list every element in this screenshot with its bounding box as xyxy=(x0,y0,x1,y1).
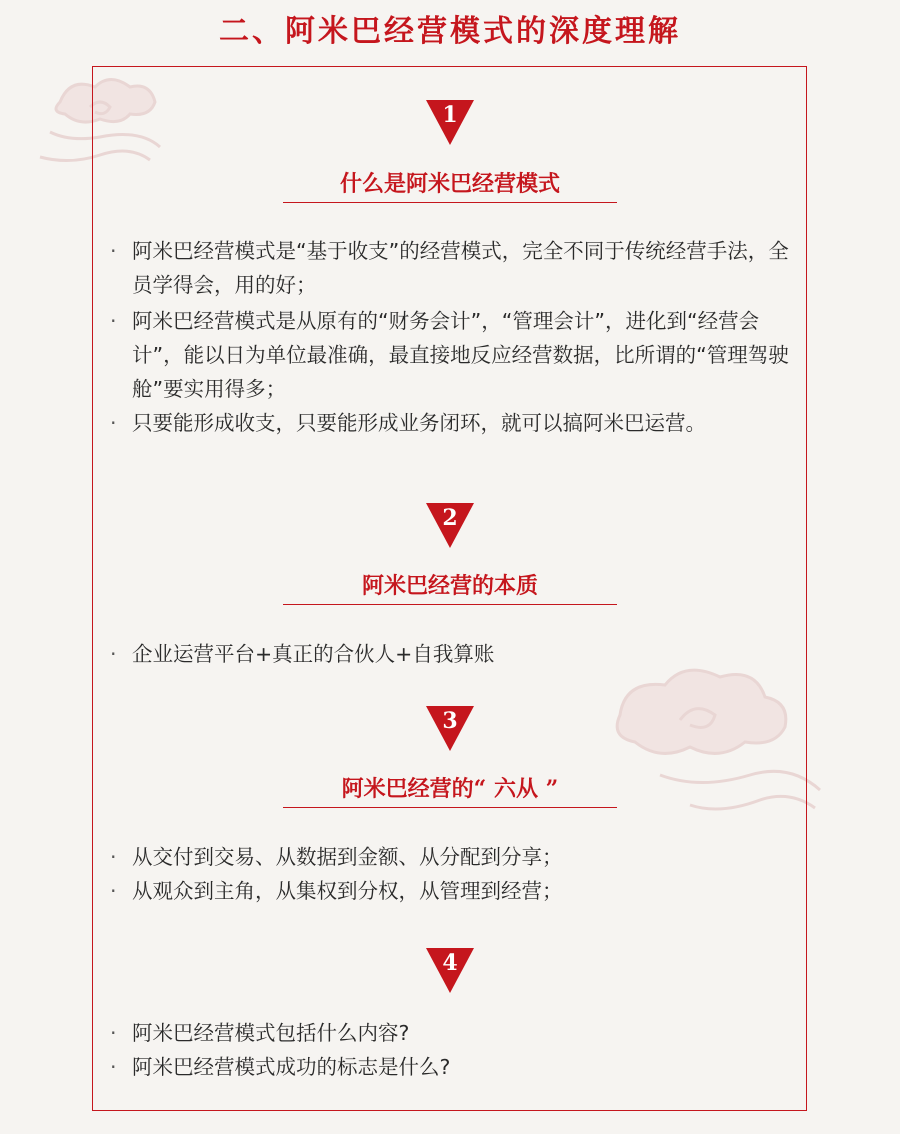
section-number: 3 xyxy=(442,708,458,734)
section-number: 2 xyxy=(442,505,458,531)
bullet-icon: · xyxy=(110,411,117,435)
section-3-marker xyxy=(0,706,900,756)
section-number: 1 xyxy=(442,102,458,128)
bullet-icon: · xyxy=(110,309,117,333)
section-number: 4 xyxy=(442,950,458,976)
list-item: · 只要能形成收支，只要能形成业务闭环，就可以搞阿米巴运营。 xyxy=(110,406,800,440)
bullet-icon: · xyxy=(110,879,117,903)
bullet-icon: · xyxy=(110,1055,117,1079)
bullet-icon: · xyxy=(110,1021,117,1045)
bullet-icon: · xyxy=(110,239,117,263)
list-item: · 阿米巴经营模式成功的标志是什么? xyxy=(110,1050,800,1084)
list-item: · 阿米巴经营模式包括什么内容? xyxy=(110,1016,800,1050)
section-1-title: 什么是阿米巴经营模式 xyxy=(283,166,617,203)
section-2-title: 阿米巴经营的本质 xyxy=(283,568,617,605)
bullet-icon: · xyxy=(110,642,117,666)
page-title: 二、阿米巴经营模式的深度理解 xyxy=(219,14,681,49)
section-2-marker xyxy=(0,503,900,553)
section-1-marker xyxy=(0,100,900,150)
list-item: · 阿米巴经营模式是“基于收支”的经营模式，完全不同于传统经营手法，全员学得会，用的好； xyxy=(110,234,800,302)
section-4-marker xyxy=(0,948,900,998)
list-item: · 从观众到主角，从集权到分权，从管理到经营； xyxy=(110,874,800,908)
list-item: · 从交付到交易、从数据到金额、从分配到分享； xyxy=(110,840,800,874)
list-item: · 阿米巴经营模式是从原有的“财务会计”，“管理会计”，进化到“经营会计”，能以日为单位最准确，最直接地反应经营数据，比所谓的“管理驾驶舱”要实用得多； xyxy=(110,304,800,406)
bullet-icon: · xyxy=(110,845,117,869)
section-3-title: 阿米巴经营的“ 六从 ” xyxy=(283,771,617,808)
list-item: · 企业运营平台+真正的合伙人+自我算账 xyxy=(110,637,800,671)
